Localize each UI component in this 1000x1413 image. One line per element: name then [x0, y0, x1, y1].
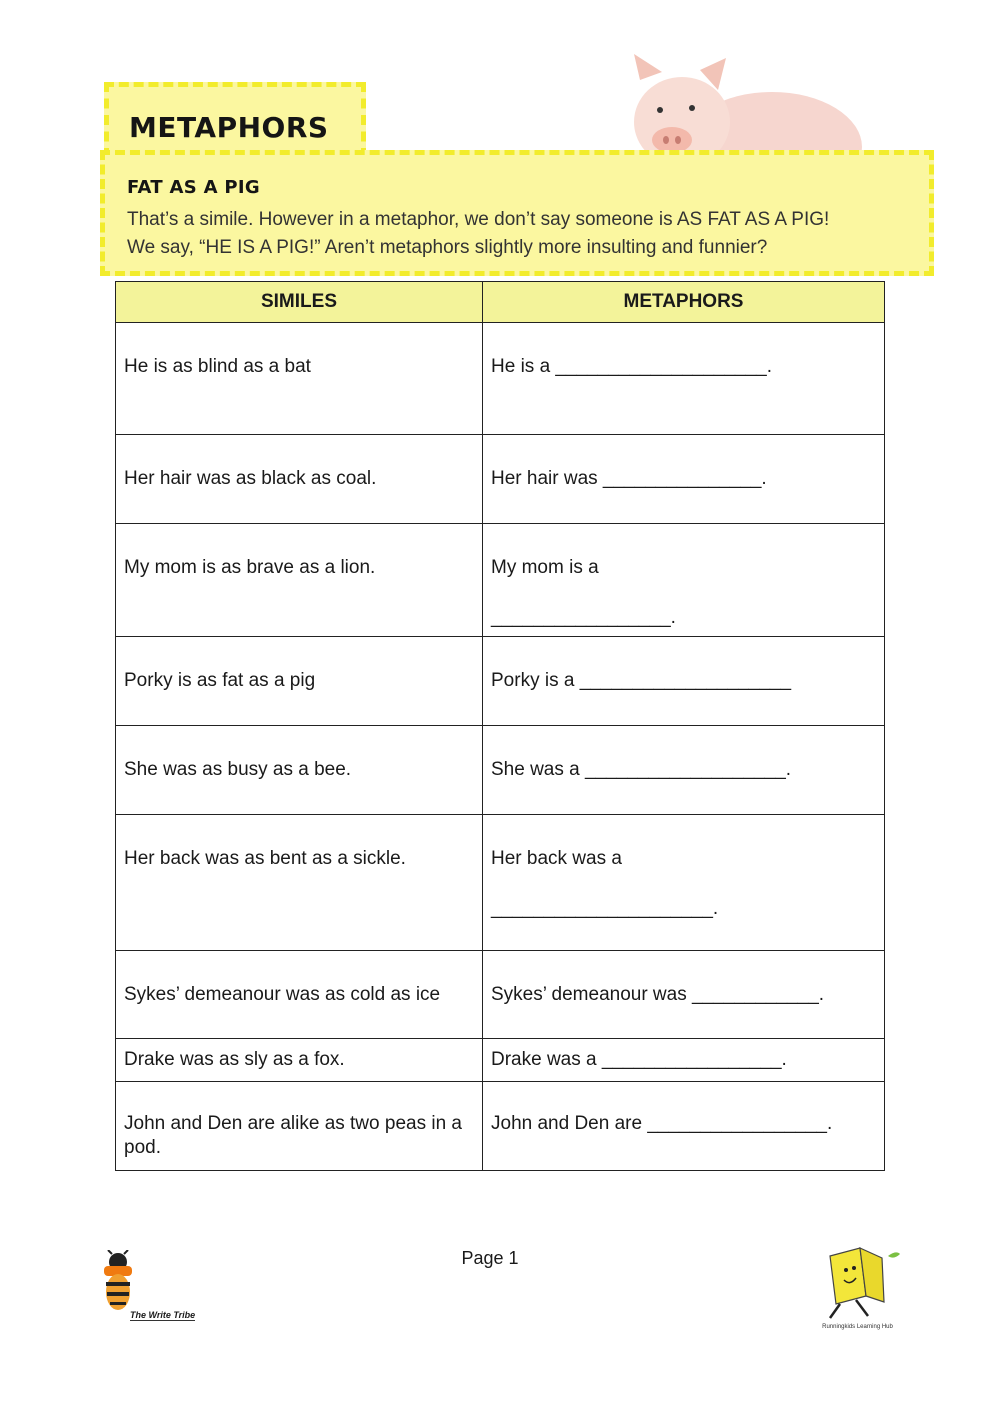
metaphor-cell[interactable]	[483, 637, 885, 726]
metaphor-cell[interactable]	[483, 815, 885, 951]
page-number: Page 1	[461, 1248, 519, 1268]
simile-cell	[116, 951, 483, 1039]
table-header-row	[116, 282, 885, 323]
simile-text: My mom is as brave as a lion.	[124, 557, 376, 578]
metaphor-blank[interactable]: _________________.	[491, 607, 676, 628]
metaphor-cell[interactable]	[483, 1039, 885, 1082]
metaphor-blank[interactable]: Her hair was _______________.	[491, 468, 767, 489]
metaphor-blank[interactable]: John and Den are _________________.	[491, 1113, 833, 1134]
simile-metaphor-table	[115, 281, 885, 1171]
table-row	[116, 815, 885, 951]
metaphor-prompt: Her back was a	[491, 848, 622, 869]
simile-text: John and Den are alike as two peas in a pod.	[124, 1113, 462, 1158]
table-row	[116, 637, 885, 726]
intro-text-line-2: We say, “HE IS A PIG!” Aren’t metaphors slightly more insulting and funnier?	[127, 237, 768, 258]
metaphor-cell[interactable]	[483, 435, 885, 524]
simile-cell	[116, 323, 483, 435]
metaphor-blank[interactable]: Porky is a ____________________	[491, 670, 792, 691]
metaphor-blank[interactable]: Drake was a _________________.	[491, 1049, 787, 1070]
simile-text: Her hair was as black as coal.	[124, 468, 377, 489]
simile-cell	[116, 637, 483, 726]
pig-illustration	[622, 52, 872, 162]
table-row	[116, 524, 885, 637]
metaphor-cell[interactable]	[483, 726, 885, 815]
header-metaphors: METAPHORS	[483, 282, 885, 323]
simile-text: Sykes’ demeanour was as cold as ice	[124, 984, 441, 1005]
table-row	[116, 1082, 885, 1171]
title-box	[104, 82, 366, 158]
table-row	[116, 1039, 885, 1082]
metaphor-blank[interactable]: _____________________.	[491, 898, 719, 919]
metaphor-cell[interactable]	[483, 323, 885, 435]
simile-text: He is as blind as a bat	[124, 356, 311, 377]
metaphor-blank[interactable]: Sykes’ demeanour was ____________.	[491, 984, 825, 1005]
simile-text: She was as busy as a bee.	[124, 759, 352, 780]
metaphor-cell[interactable]	[483, 951, 885, 1039]
simile-cell	[116, 435, 483, 524]
header-similes: SIMILES	[116, 282, 483, 323]
simile-cell	[116, 1082, 483, 1171]
simile-cell	[116, 815, 483, 951]
simile-text: Porky is as fat as a pig	[124, 670, 316, 691]
simile-cell	[116, 524, 483, 637]
table-row	[116, 435, 885, 524]
metaphor-cell[interactable]	[483, 1082, 885, 1171]
left-logo-caption: The Write Tribe	[130, 1310, 196, 1320]
right-logo-caption: Runningkids Learning Hub	[822, 1324, 893, 1330]
intro-box	[100, 150, 934, 276]
running-book-icon	[810, 1244, 905, 1322]
table-row	[116, 323, 885, 435]
simile-text: Drake was as sly as a fox.	[124, 1049, 345, 1070]
simile-cell	[116, 1039, 483, 1082]
simile-text: Her back was as bent as a sickle.	[124, 848, 406, 869]
runningkids-logo	[810, 1244, 905, 1349]
intro-subtitle: FAT AS A PIG	[127, 177, 260, 198]
intro-text-line-1: That’s a simile. However in a metaphor, we don’t say someone is AS FAT AS A PIG!	[127, 209, 830, 230]
metaphor-prompt: My mom is a	[491, 557, 599, 578]
table-row	[116, 951, 885, 1039]
table-row	[116, 726, 885, 815]
metaphor-cell[interactable]	[483, 524, 885, 637]
simile-cell	[116, 726, 483, 815]
metaphor-blank[interactable]: He is a ____________________.	[491, 356, 773, 377]
page-title: METAPHORS	[129, 111, 329, 144]
metaphor-blank[interactable]: She was a ___________________.	[491, 759, 792, 780]
